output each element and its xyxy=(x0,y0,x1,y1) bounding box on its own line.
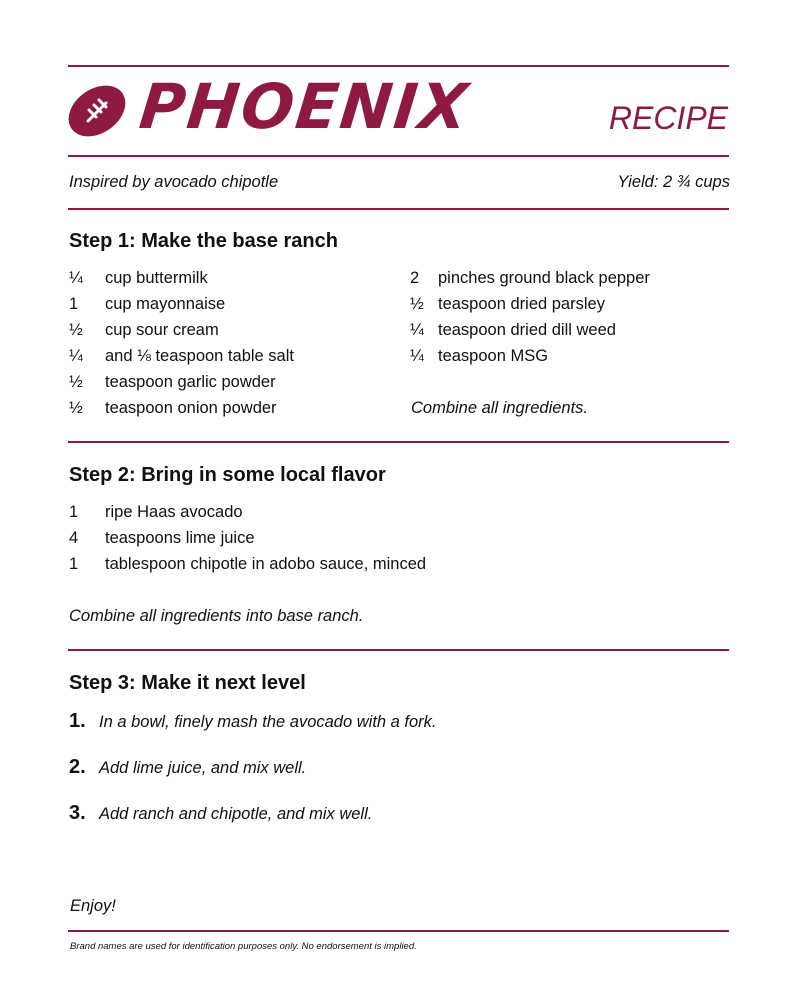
divider xyxy=(68,649,729,651)
ingredient: teaspoon dried parsley xyxy=(438,295,605,313)
footer-disclaimer: Brand names are used for identification purposes only. No endorsement is implied. xyxy=(70,941,417,952)
brand-logo: PHOENIX xyxy=(136,70,473,143)
ingredient: teaspoon garlic powder xyxy=(105,373,276,391)
step2-title: Step 2: Bring in some local flavor xyxy=(69,464,386,486)
quantity: 1 xyxy=(69,295,79,313)
ingredient-row xyxy=(410,295,605,314)
step1-title: Step 1: Make the base ranch xyxy=(69,230,338,252)
instruction-step xyxy=(69,802,372,825)
ingredient-row xyxy=(410,321,616,340)
ingredient: teaspoon onion powder xyxy=(105,399,277,417)
step1-note: Combine all ingredients. xyxy=(411,399,589,417)
step-number: 1. xyxy=(69,710,86,732)
ingredient: and ⅛ teaspoon table salt xyxy=(105,347,294,365)
ingredient: pinches ground black pepper xyxy=(438,269,650,287)
quantity: 2 xyxy=(410,269,420,287)
quantity: ¼ xyxy=(69,347,83,365)
ingredient-row xyxy=(69,503,243,522)
quantity: ¼ xyxy=(69,269,83,287)
step2-note: Combine all ingredients into base ranch. xyxy=(69,607,364,625)
ingredient-row xyxy=(69,321,219,340)
ingredient-row xyxy=(69,347,294,366)
ingredient-row xyxy=(410,347,548,366)
ingredient-row xyxy=(69,269,208,288)
yield: Yield: 2 ¾ cups xyxy=(617,173,730,191)
ingredient: ripe Haas avocado xyxy=(105,503,243,521)
ingredient-row xyxy=(69,373,276,392)
quantity: ½ xyxy=(410,295,424,313)
quantity: 4 xyxy=(69,529,79,547)
ingredient: teaspoon dried dill weed xyxy=(438,321,616,339)
quantity: ¼ xyxy=(410,321,424,339)
step-number: 2. xyxy=(69,756,86,778)
ingredient-row xyxy=(69,529,255,548)
ingredient: cup mayonnaise xyxy=(105,295,226,313)
quantity: 1 xyxy=(69,555,79,573)
ingredient: cup sour cream xyxy=(105,321,219,339)
step-text: In a bowl, finely mash the avocado with a fork. xyxy=(99,713,437,731)
closing: Enjoy! xyxy=(70,897,116,915)
ingredient: teaspoons lime juice xyxy=(105,529,255,547)
ingredient-row xyxy=(410,269,650,288)
divider xyxy=(68,155,729,157)
instruction-step xyxy=(69,710,437,733)
step-number: 3. xyxy=(69,802,86,824)
quantity: ½ xyxy=(69,399,83,417)
divider xyxy=(68,930,729,932)
ingredient: teaspoon MSG xyxy=(438,347,549,365)
football-icon xyxy=(68,83,126,139)
quantity: ¼ xyxy=(410,347,424,365)
quantity: ½ xyxy=(69,321,83,339)
quantity: ½ xyxy=(69,373,83,391)
ingredient-row xyxy=(69,399,277,418)
ingredient: tablespoon chipotle in adobo sauce, minced xyxy=(105,555,427,573)
quantity: 1 xyxy=(69,503,79,521)
divider xyxy=(68,208,729,210)
step-text: Add ranch and chipotle, and mix well. xyxy=(99,805,373,823)
instruction-step xyxy=(69,756,306,779)
ingredient: cup buttermilk xyxy=(105,269,208,287)
step-text: Add lime juice, and mix well. xyxy=(99,759,307,777)
divider xyxy=(68,441,729,443)
step3-title: Step 3: Make it next level xyxy=(69,672,306,694)
ingredient-row xyxy=(69,295,225,314)
ingredient-row xyxy=(69,555,426,574)
subtitle: Inspired by avocado chipotle xyxy=(69,173,279,191)
divider xyxy=(68,65,729,67)
recipe-label: RECIPE xyxy=(608,100,728,136)
